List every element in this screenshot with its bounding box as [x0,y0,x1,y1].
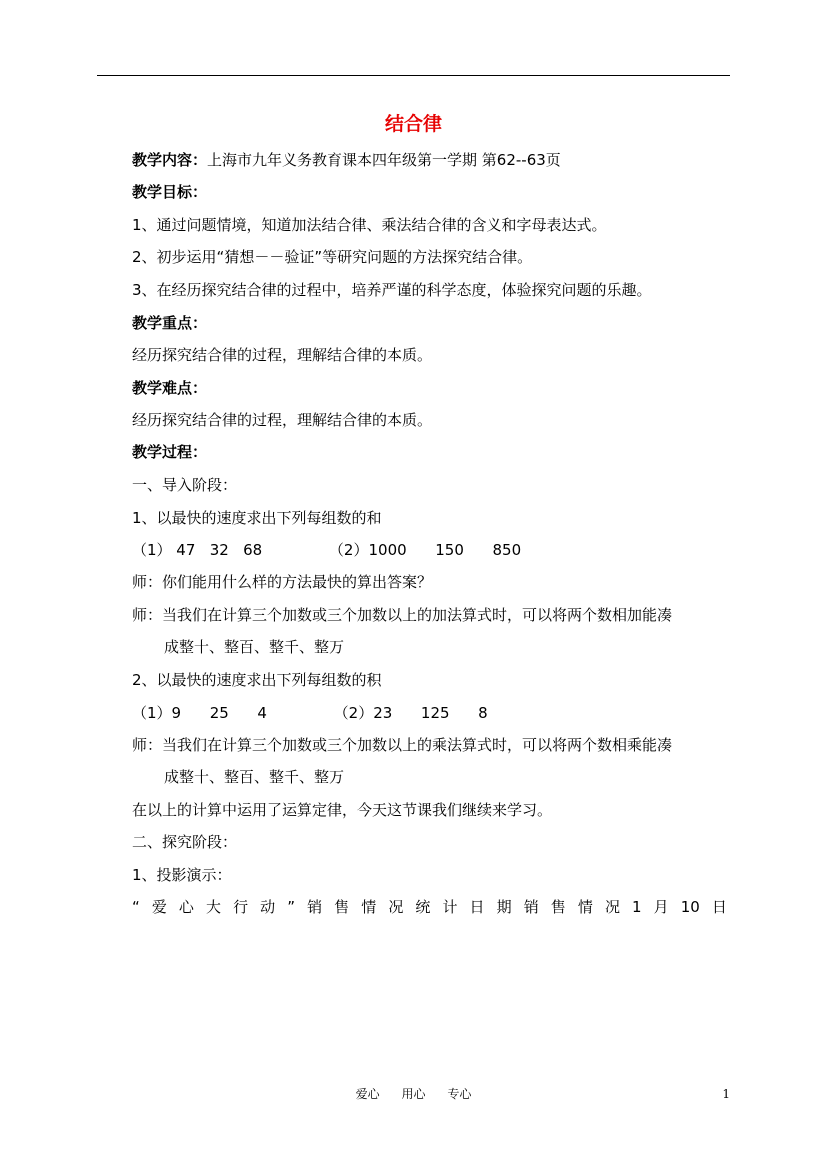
teacher-explanation-2-cont: 成整十、整百、整千、整万 [164,768,345,786]
caption-char: 销 [523,898,539,916]
caption-char: 况 [388,898,404,916]
footer-item: 专心 [447,1087,472,1101]
teacher-explanation-1: 师：当我们在计算三个加数或三个加数以上的加法算式时，可以将两个数相加能凑 [132,606,673,624]
section-intro: 一、导入阶段： [132,476,238,494]
caption-char: 日 [469,898,485,916]
footer-item: 爱心 [355,1087,380,1101]
difficulties-text: 经历探究结合律的过程，理解结合律的本质。 [132,411,433,429]
task-2-numbers: （1）9 25 4 （2）23 125 8 [132,704,488,722]
page-title: 结合律 [384,113,442,135]
objectives-heading: 教学目标： [132,183,208,201]
process-heading: 教学过程： [132,443,208,461]
caption-char: 计 [442,898,458,916]
caption-char: 爱 [151,898,167,916]
caption-char: 况 [604,898,620,916]
teacher-explanation-2: 师：当我们在计算三个加数或三个加数以上的乘法算式时，可以将两个数相乘能凑 [132,736,673,754]
page-number: 1 [722,1087,730,1101]
caption-char: 情 [577,898,593,916]
caption-char: “ [132,898,140,916]
caption-char: 情 [361,898,377,916]
key-points-heading: 教学重点： [132,314,208,332]
task-1-numbers: （1） 47 32 68 （2）1000 150 850 [132,541,522,559]
content-label: 教学内容： [132,151,208,169]
section-explore: 二、探究阶段： [132,833,238,851]
footer-motto [0,1086,827,1102]
caption-char: 期 [496,898,512,916]
task-1: 1、以最快的速度求出下列每组数的和 [132,509,382,527]
caption-char: 日 [711,898,727,916]
caption-char: 动 [260,898,276,916]
caption-char: 售 [550,898,566,916]
caption-char: 大 [206,898,222,916]
objective-3: 3、在经历探究结合律的过程中，培养严谨的科学态度，体验探究问题的乐趣。 [132,281,652,299]
caption-char: 心 [178,898,194,916]
caption-char: 销 [307,898,323,916]
caption-char: 统 [415,898,431,916]
task-2: 2、以最快的速度求出下列每组数的积 [132,671,382,689]
header-rule [97,75,730,76]
objective-1: 1、通过问题情境，知道加法结合律、乘法结合律的含义和字母表达式。 [132,216,607,234]
table-caption-line [132,897,727,917]
caption-char: 售 [334,898,350,916]
footer-item: 用心 [401,1087,426,1101]
caption-char: 月 [653,898,669,916]
teacher-question: 师：你们能用什么样的方法最快的算出答案？ [132,573,433,591]
key-points-text: 经历探究结合律的过程，理解结合律的本质。 [132,346,433,364]
caption-char: 10 [680,898,700,916]
content-text: 上海市九年义务教育课本四年级第一学期 第62--63页 [207,151,561,169]
task-projection: 1、投影演示： [132,866,232,884]
difficulties-heading: 教学难点： [132,379,208,397]
teacher-explanation-1-cont: 成整十、整百、整千、整万 [164,638,345,656]
caption-char: 行 [233,898,249,916]
caption-char: 1 [632,898,642,916]
caption-char: ” [287,898,296,916]
transition-text: 在以上的计算中运用了运算定律，今天这节课我们继续来学习。 [132,801,553,819]
content-line [132,150,561,170]
objective-2: 2、初步运用“猜想－－验证”等研究问题的方法探究结合律。 [132,248,533,266]
